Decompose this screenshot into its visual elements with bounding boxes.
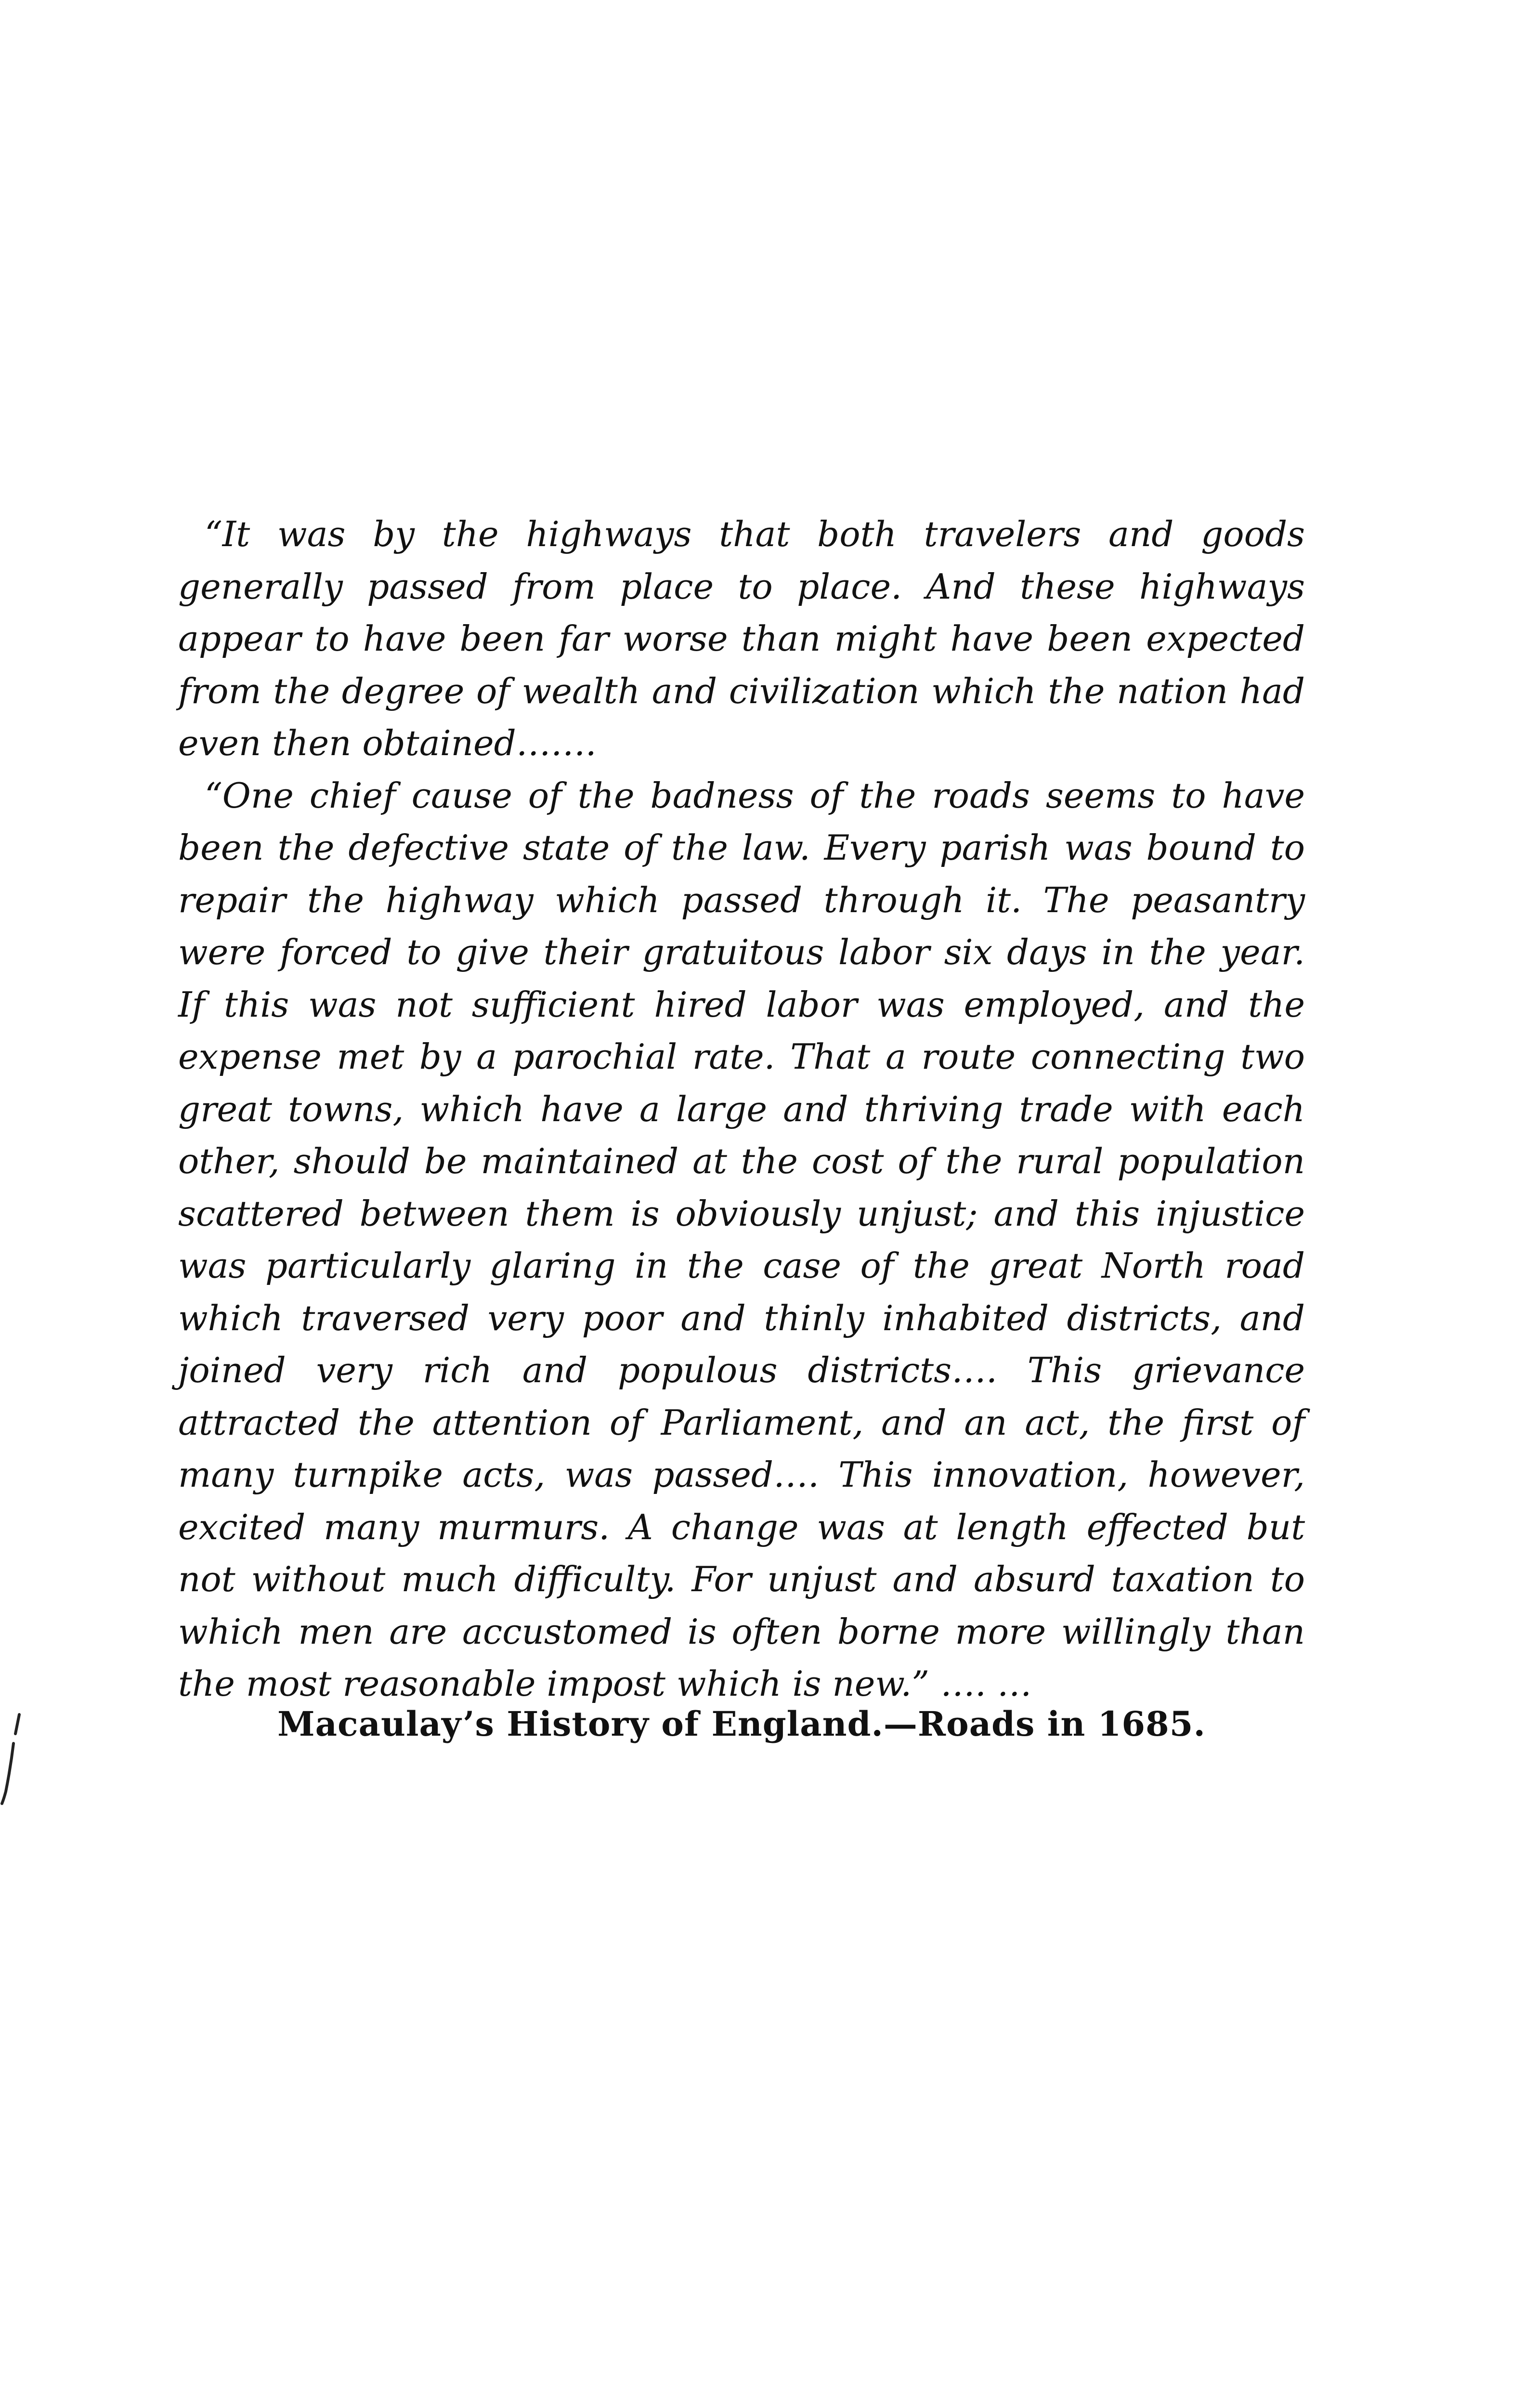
quotation-block: [178, 508, 1305, 1710]
source-attribution: Macaulay’s History of England.—Roads in 1685.: [277, 1704, 1206, 1744]
paragraph-2: “One chief cause of the badness of the roads seems to have been the defective state of the law. Every parish was bound to repair the highway which passed through it. The peasantry were forced to give their gratuitous labor six days in the year. If this was not sufficient hired labor was employed, and the expense met by a parochial rate. That a route connecting two great towns, which have a large and thriving trade with each other, should be maintained at the cost of the rural population scattered between them is obviously unjust; and this injustice was particularly glaring in the case of the great North road which traversed very poor and thinly inhabited districts, and joined very rich and populous districts…. This grievance attracted the attention of Parliament, and an act, the first of many turnpike acts, was passed…. This innovation, however, excited many murmurs. A change was at length effected but not without much difficulty. For unjust and absurd taxation to which men are accustomed is often borne more willingly than the most reasonable impost which is new.” …. …: [178, 775, 1305, 1704]
quotation-text: [178, 508, 1305, 1710]
margin-pen-mark-icon: [0, 1705, 34, 1806]
paragraph-1: “It was by the highways that both travelers and goods generally passed from place to place. And these highways appear to have been far worse than might have been expected from the degree of wealth and civilization which the nation had even then obtained…….: [178, 514, 1305, 763]
